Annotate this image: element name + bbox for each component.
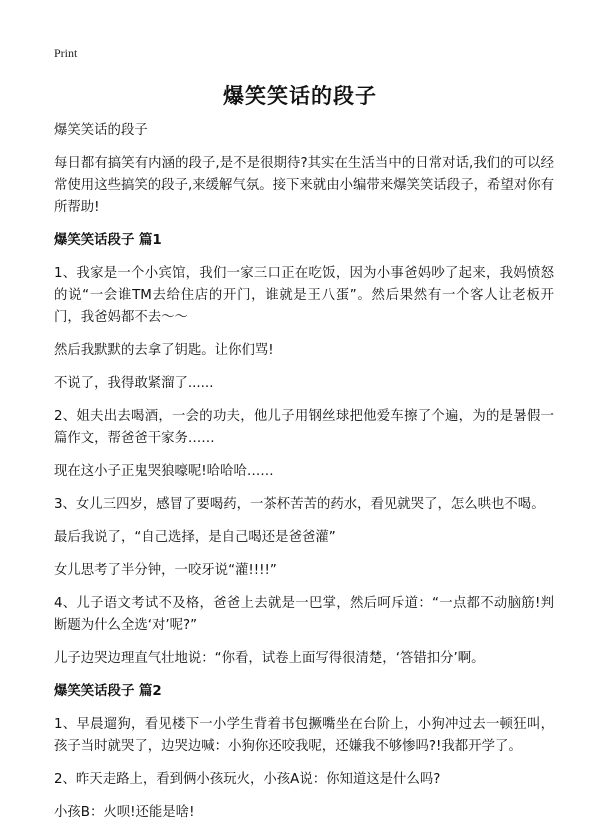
paragraph: 小孩B：火呗!还能是啥! xyxy=(54,805,195,820)
paragraph: 3、女儿三四岁，感冒了要喝药，一茶杯苦苦的药水，看见就哭了，怎么哄也不喝。 xyxy=(54,497,545,512)
paragraph: 现在这小子正鬼哭狼嚎呢!哈哈哈…… xyxy=(54,464,274,479)
section-heading: 爆笑笑话段子 篇1 xyxy=(54,233,162,248)
paragraph: 1、早晨遛狗，看见楼下一小学生背着书包撅嘴坐在台阶上，小狗冲过去一顿狂叫，孩子当时就哭了，边哭边喊：小狗你还咬我呢，还嫌我不够惨吗?!我都开学了。 xyxy=(54,717,554,754)
section-heading: 爆笑笑话段子 篇2 xyxy=(54,684,162,699)
print-link[interactable]: Print xyxy=(54,46,78,60)
subtitle: 爆笑笑话的段子 xyxy=(54,123,148,138)
paragraph: 1、我家是一个小宾馆，我们一家三口正在吃饭，因为小事爸妈吵了起来，我妈愤怒的说“一会谁TM去给住店的开门，谁就是王八蛋”。然后果然有一个客人让老板开门，我爸妈都不去～～ xyxy=(54,266,554,325)
paragraph: 然后我默默的去拿了钥匙。让你们骂! xyxy=(54,343,274,358)
section-1 xyxy=(54,230,554,670)
intro-paragraph: 每日都有搞笑有内涵的段子,是不是很期待?其实在生活当中的日常对话,我们的可以经常使用这些搞笑的段子,来缓解气氛。接下来就由小编带来爆笑笑话段子，希望对你有所帮助! xyxy=(54,156,554,215)
paragraph: 不说了，我得敢紧溜了...... xyxy=(54,376,214,391)
paragraph: 女儿思考了半分钟，一咬牙说“灌!!!!” xyxy=(54,563,277,578)
paragraph: 儿子边哭边理直气壮地说：“你看，试卷上面写得很清楚，‘答错扣分’啊。 xyxy=(54,651,485,666)
document-body xyxy=(54,120,554,828)
section-2 xyxy=(54,681,554,824)
paragraph: 2、姐夫出去喝酒，一会的功夫，他儿子用钢丝球把他爱车擦了个遍，为的是暑假一篇作文，帮爸爸干家务…… xyxy=(54,409,554,446)
paragraph: 4、儿子语文考试不及格，爸爸上去就是一巴掌，然后呵斥道：“一点都不动脑筋!判断题为什么全选‘对’呢?” xyxy=(54,596,554,633)
paragraph: 2、昨天走路上，看到俩小孩玩火，小孩A说：你知道这是什么吗? xyxy=(54,772,441,787)
page-title: 爆笑笑话的段子 xyxy=(223,84,377,108)
paragraph: 最后我说了，“自己选择，是自己喝还是爸爸灌” xyxy=(54,530,336,545)
